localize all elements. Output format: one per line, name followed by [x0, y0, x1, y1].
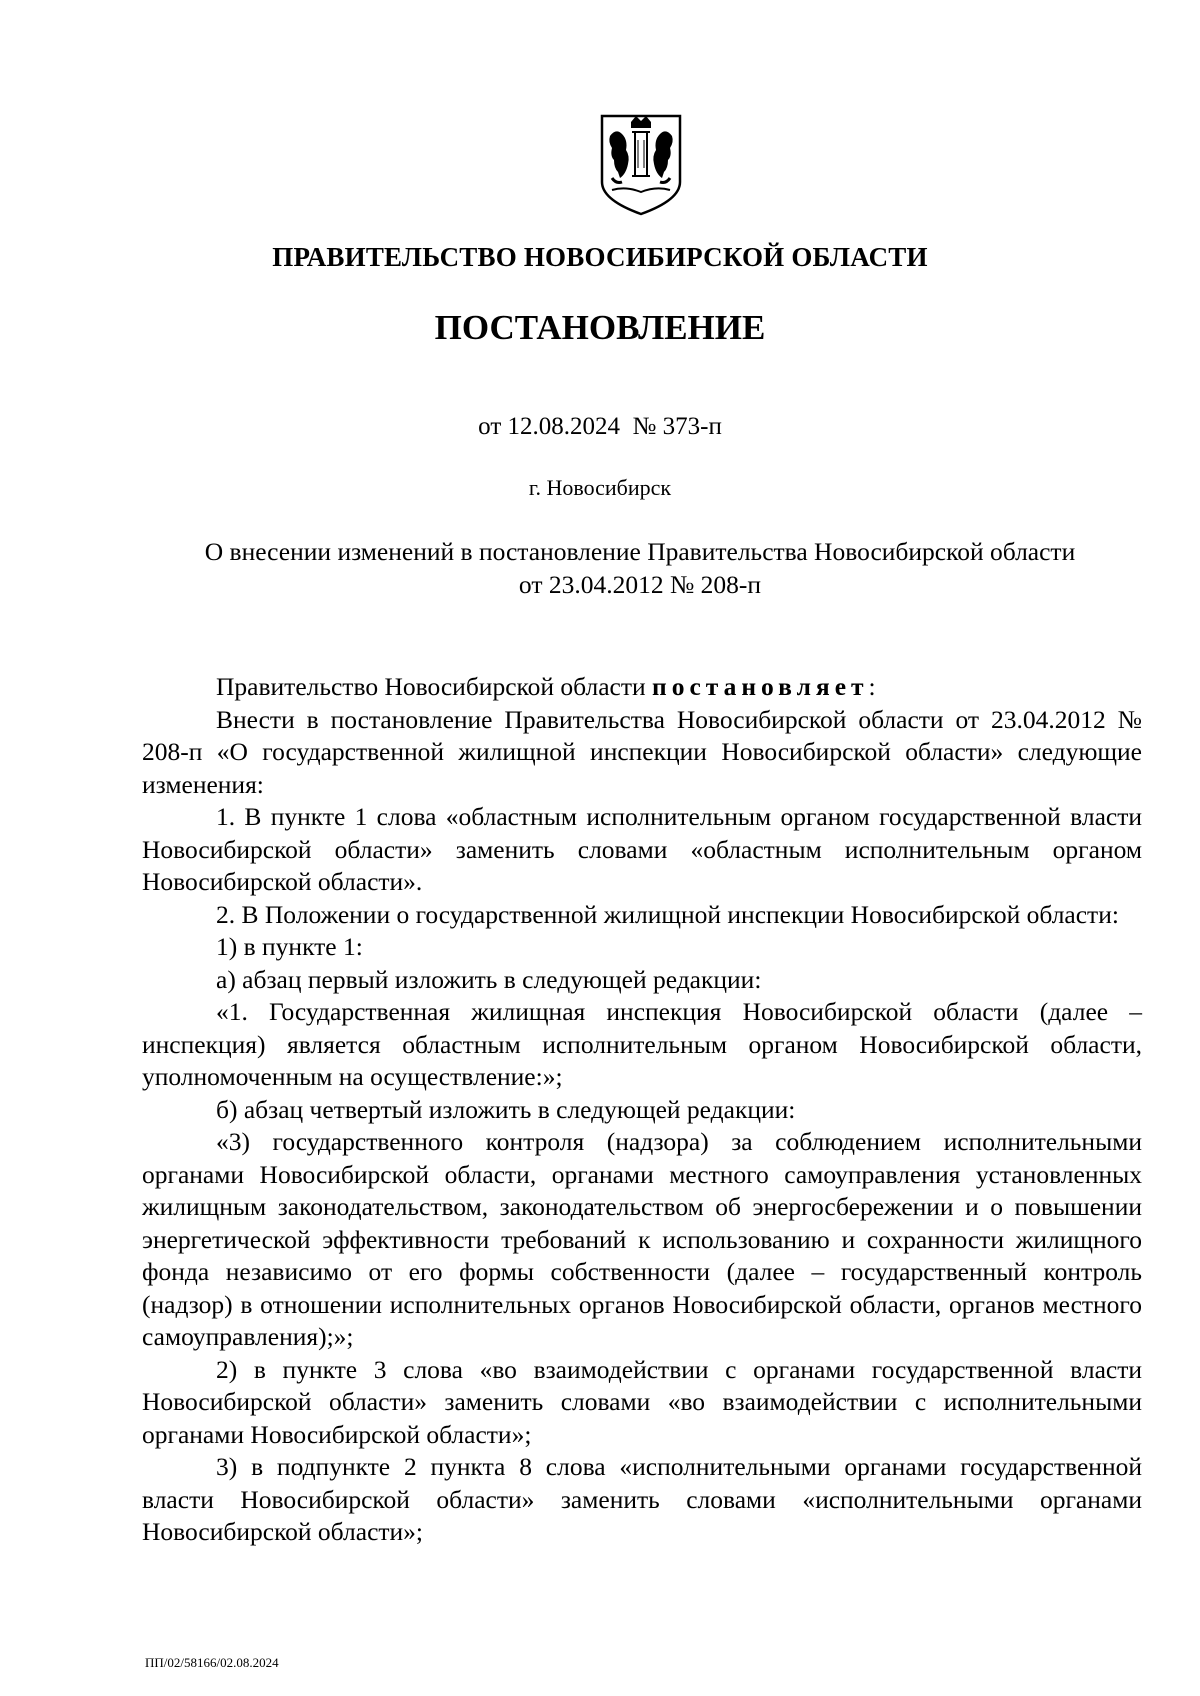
body-paragraph: «1. Государственная жилищная инспекция Новосибирской области (далее – инспекция) является областным исполнительным органом Новосибирской области, уполномоченным на осуществление:»; — [142, 997, 1142, 1091]
body-paragraph: б) абзац четвертый изложить в следующей редакции: — [216, 1094, 796, 1124]
body-paragraph: 1. В пункте 1 слова «областным исполнительным органом государственной власти Новосибирской области» заменить словами «областным исполнительным органом Новосибирской области». — [142, 802, 1142, 896]
intro-prefix: Правительство Новосибирской области — [216, 672, 652, 701]
body-paragraph: 2. В Положении о государственной жилищной инспекции Новосибирской области: — [216, 899, 1119, 929]
intro-suffix: : — [868, 672, 876, 701]
body-paragraph: 2) в пункте 3 слова «во взаимодействии с органами государственной власти Новосибирской области» заменить словами «во взаимодействии с исполнительными органами Новосибирской области»; — [142, 1354, 1142, 1449]
document-subject-line-1: О внесении изменений в постановление Правительства Новосибирской области — [204, 537, 1076, 566]
document-subject — [150, 535, 1130, 601]
body-paragraph: 3) в подпункте 2 пункта 8 слова «исполнительными органами государственной власти Новосибирской области» заменить словами «исполнительными органами Новосибирской области»; — [142, 1452, 1142, 1546]
body-paragraph: а) абзац первый изложить в следующей редакции: — [216, 964, 762, 994]
body-paragraph: 1) в пункте 1: — [216, 932, 363, 961]
document-city: г. Новосибирск — [528, 475, 672, 500]
decree-word: постановляет — [652, 672, 869, 701]
body-paragraph: «3) государственного контроля (надзора) за соблюдением исполнительными органами Новосибирской области, органами местного самоуправления установленных жилищным законодательством, законодательством об энергосбережении и о повышении энергетической эффективности требований к использованию и сохранности жилищного фонда независимо от его формы собственности (далее – государственный контроль (надзор) в отношении исполнительных органов Новосибирской области, органов местного самоуправления);»; — [142, 1127, 1142, 1351]
document-body — [142, 671, 1142, 1549]
coat-of-arms-icon — [598, 112, 684, 217]
footer-document-code: ПП/02/58166/02.08.2024 — [145, 1655, 279, 1670]
document-type-heading: ПОСТАНОВЛЕНИЕ — [434, 308, 766, 347]
government-title: ПРАВИТЕЛЬСТВО НОВОСИБИРСКОЙ ОБЛАСТИ — [272, 242, 928, 272]
document-date-number: от 12.08.2024 № 373-п — [478, 413, 722, 440]
document-subject-line-2: от 23.04.2012 № 208-п — [518, 570, 762, 599]
intro-paragraph — [142, 671, 1142, 704]
body-paragraph: Внести в постановление Правительства Новосибирской области от 23.04.2012 № 208-п «О государственной жилищной инспекции Новосибирской области» следующие изменения: — [142, 704, 1142, 799]
